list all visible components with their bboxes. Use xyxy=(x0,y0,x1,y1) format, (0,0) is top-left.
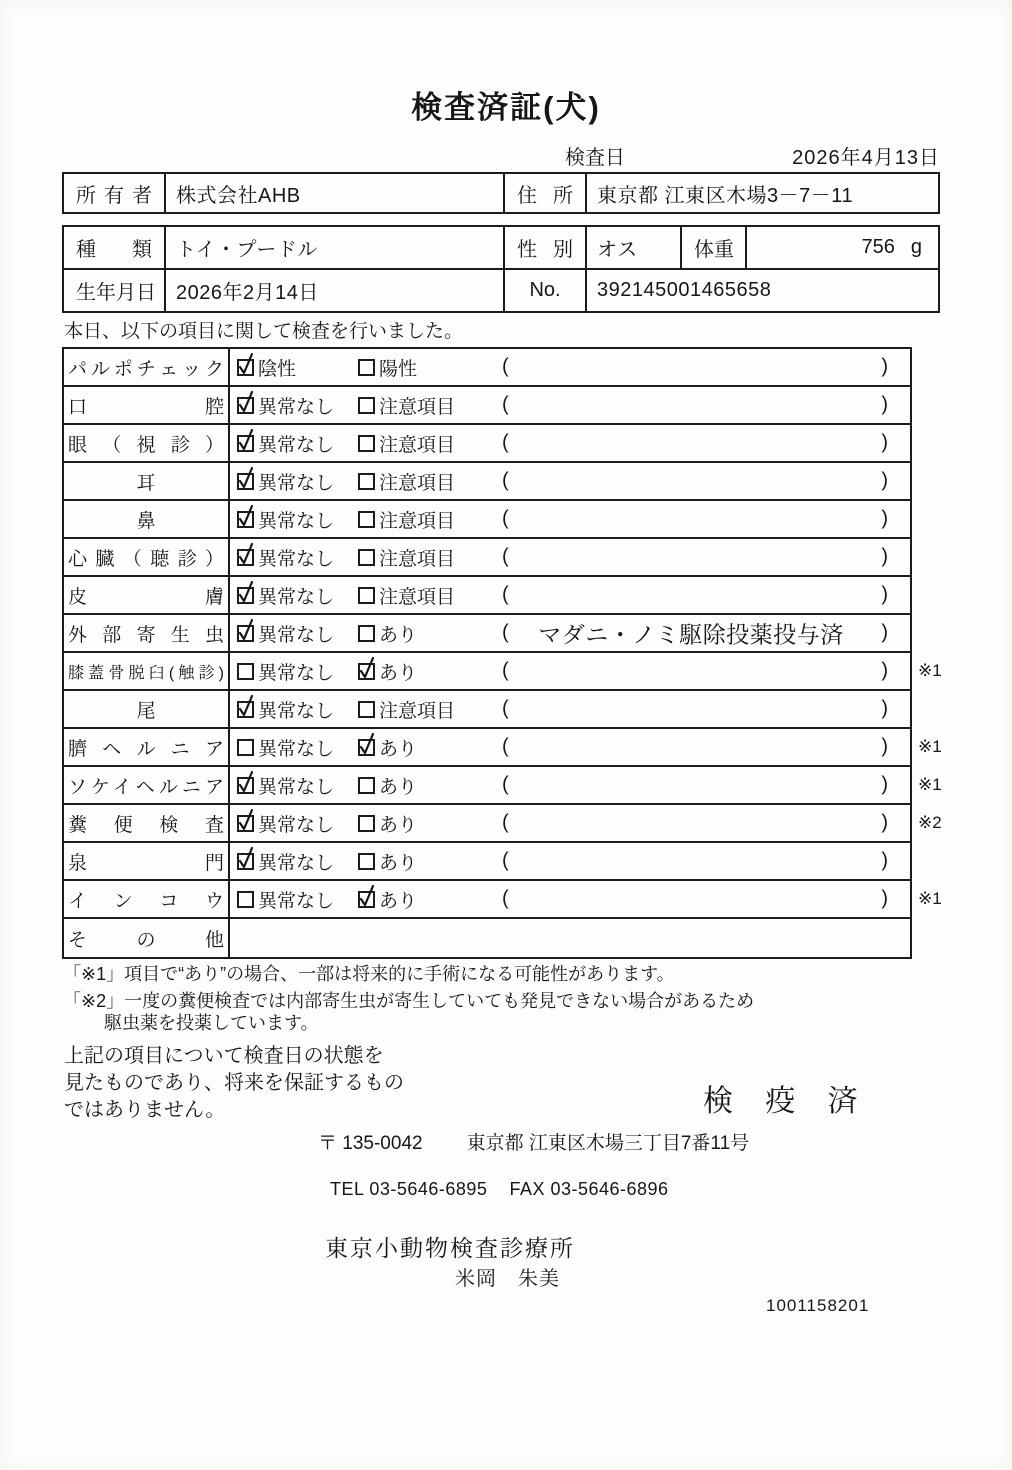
exam-option-label: 異常なし xyxy=(258,586,335,608)
exam-row xyxy=(64,539,910,577)
exam-row-options xyxy=(230,919,910,957)
birth-label: 生年月日 xyxy=(76,282,156,304)
exam-item-label: 糞便検査 xyxy=(68,814,224,836)
exam-option-label: 注意項目 xyxy=(379,548,456,570)
exam-item-label: 外部寄生虫 xyxy=(68,624,224,646)
exam-option-label: 注意項目 xyxy=(379,700,456,722)
checkbox-checked-icon[interactable] xyxy=(237,511,254,528)
exam-item-label-cell xyxy=(64,387,230,423)
checkbox-checked-icon[interactable] xyxy=(358,891,375,908)
exam-option xyxy=(358,772,417,799)
exam-option xyxy=(237,810,334,837)
exam-item-label-cell xyxy=(64,919,230,957)
exam-row-options xyxy=(230,767,910,803)
owner-label: 所有者 xyxy=(76,184,152,207)
exam-option-label: 異常なし xyxy=(258,548,335,570)
exam-option-label: 異常なし xyxy=(258,396,335,418)
checkbox-checked-icon[interactable] xyxy=(237,359,254,376)
exam-item-label-cell xyxy=(64,463,230,499)
exam-option xyxy=(237,658,334,685)
checkbox-unchecked-icon[interactable] xyxy=(358,473,375,490)
exam-option xyxy=(358,734,417,761)
footnote-ref-mark: ※2 xyxy=(918,813,942,832)
exam-row xyxy=(64,843,910,881)
paren-open: ( xyxy=(502,887,509,910)
exam-row xyxy=(64,653,942,691)
exam-option-label: 異常なし xyxy=(258,776,335,798)
exam-item-label-cell xyxy=(64,805,230,841)
exam-option xyxy=(237,392,334,419)
birth-value: 2026年2月14日 xyxy=(164,270,503,311)
exam-row xyxy=(64,881,942,919)
footnote-2: 「※2」一度の糞便検査では内部寄生虫が寄生していても発見できない場合があるため xyxy=(63,991,755,1011)
owner-value: 株式会社AHB xyxy=(164,174,503,212)
exam-option-label: 異常なし xyxy=(258,510,335,532)
exam-option xyxy=(237,506,334,533)
exam-row-options xyxy=(230,805,910,841)
exam-item-label: 尾 xyxy=(136,700,156,722)
paren-open: ( xyxy=(502,849,509,872)
checkbox-unchecked-icon[interactable] xyxy=(358,359,375,376)
exam-date-value: 2026年4月13日 xyxy=(792,147,940,169)
exam-option-label: あり xyxy=(379,852,418,874)
exam-row xyxy=(64,501,910,539)
exam-item-label-cell xyxy=(64,843,230,879)
paren-open: ( xyxy=(502,545,509,568)
exam-option-label: 陰性 xyxy=(258,358,297,380)
exam-option-label: 注意項目 xyxy=(379,586,456,608)
checkbox-checked-icon[interactable] xyxy=(237,701,254,718)
clinic-fax: FAX 03-5646-6896 xyxy=(509,1179,669,1199)
examiner-name: 米岡 朱美 xyxy=(455,1268,560,1290)
paren-open: ( xyxy=(502,431,509,454)
exam-item-label: パルポチェック xyxy=(68,358,224,380)
checkbox-unchecked-icon[interactable] xyxy=(358,853,375,870)
exam-row xyxy=(64,805,942,843)
exam-option xyxy=(358,544,455,571)
animal-info-box xyxy=(62,225,940,313)
checkbox-unchecked-icon[interactable] xyxy=(358,397,375,414)
exam-option xyxy=(358,658,417,685)
paren-close: ) xyxy=(881,849,888,872)
exam-item-label: 口腔 xyxy=(68,396,224,418)
exam-option xyxy=(237,544,334,571)
exam-option xyxy=(237,772,334,799)
exam-option-label: あり xyxy=(379,738,418,760)
exam-item-label-cell xyxy=(64,615,230,651)
quarantine-stamp: 検 疫 済 xyxy=(703,1085,870,1118)
exam-item-label: 皮膚 xyxy=(68,586,224,608)
exam-row-options xyxy=(230,539,910,575)
paren-open: ( xyxy=(502,621,509,644)
exam-option xyxy=(358,848,417,875)
exam-option xyxy=(237,696,334,723)
checkbox-checked-icon[interactable] xyxy=(237,625,254,642)
footnote-1: 「※1」項目で“あり”の場合、一部は将来的に手術になる可能性があります。 xyxy=(63,964,675,984)
checkbox-unchecked-icon[interactable] xyxy=(358,701,375,718)
paren-close: ) xyxy=(881,583,888,606)
paren-open: ( xyxy=(502,583,509,606)
exam-option-label: 異常なし xyxy=(258,624,335,646)
exam-row-options xyxy=(230,615,910,651)
clinic-tel: TEL 03-5646-6895 xyxy=(330,1179,488,1199)
exam-option-label: あり xyxy=(379,624,418,646)
address-label-cell xyxy=(503,174,585,212)
exam-row-options xyxy=(230,577,910,613)
exam-option-label: 異常なし xyxy=(258,814,335,836)
birth-label-cell xyxy=(64,270,164,311)
exam-item-label-cell xyxy=(64,729,230,765)
checkbox-unchecked-icon[interactable] xyxy=(237,739,254,756)
exam-row xyxy=(64,463,910,501)
exam-date-label: 検査日 xyxy=(565,147,625,169)
exam-item-label-cell xyxy=(64,349,230,385)
exam-row-options xyxy=(230,653,910,689)
footnote-2-continued: 駆虫薬を投薬しています。 xyxy=(104,1013,319,1033)
sex-label-cell xyxy=(503,227,585,268)
checkbox-unchecked-icon[interactable] xyxy=(358,549,375,566)
exam-item-label: 耳 xyxy=(136,472,156,494)
paren-close: ) xyxy=(881,697,888,720)
exam-row xyxy=(64,919,910,957)
paren-open: ( xyxy=(502,393,509,416)
exam-item-label-cell xyxy=(64,653,230,689)
checkbox-unchecked-icon[interactable] xyxy=(358,625,375,642)
footnote-ref-mark: ※1 xyxy=(918,737,942,756)
no-label: No. xyxy=(529,279,561,301)
checkbox-checked-icon[interactable] xyxy=(358,739,375,756)
exam-row-options xyxy=(230,881,910,917)
exam-item-label: 臍ヘルニア xyxy=(68,738,224,760)
exam-item-label: ソケイヘルニア xyxy=(68,776,224,798)
weight-unit: g xyxy=(910,236,922,258)
page-title: 検査済証(犬) xyxy=(411,90,601,125)
checkbox-checked-icon[interactable] xyxy=(237,853,254,870)
checkbox-checked-icon[interactable] xyxy=(237,435,254,452)
exam-row-options xyxy=(230,729,910,765)
paren-open: ( xyxy=(502,355,509,378)
checkbox-unchecked-icon[interactable] xyxy=(358,587,375,604)
checkbox-checked-icon[interactable] xyxy=(237,473,254,490)
paren-close: ) xyxy=(881,735,888,758)
checkbox-unchecked-icon[interactable] xyxy=(358,511,375,528)
exam-item-label-cell xyxy=(64,425,230,461)
exam-option xyxy=(358,468,455,495)
exam-option-label: 異常なし xyxy=(258,890,335,912)
exam-option xyxy=(237,468,334,495)
exam-row xyxy=(64,729,942,767)
exam-option-label: あり xyxy=(379,814,418,836)
postal-code: 〒 135-0042 xyxy=(318,1133,423,1154)
checkbox-unchecked-icon[interactable] xyxy=(358,815,375,832)
exam-item-label: 心臓（聴診） xyxy=(68,548,224,570)
exam-row-note: マダニ・ノミ駆除投薬投与済 xyxy=(538,621,844,648)
exam-row-options xyxy=(230,349,910,385)
clinic-name: 東京小動物検査診療所 xyxy=(325,1235,575,1261)
exam-option-label: 注意項目 xyxy=(379,396,456,418)
footnote-ref-mark: ※1 xyxy=(918,775,942,794)
exam-option-label: 異常なし xyxy=(258,738,335,760)
exam-item-label-cell xyxy=(64,577,230,613)
exam-option xyxy=(358,696,455,723)
exam-item-label: 眼（視診） xyxy=(68,434,224,456)
exam-item-label-cell xyxy=(64,767,230,803)
exam-item-label: 鼻 xyxy=(136,510,156,532)
weight-label: 体重 xyxy=(694,239,734,261)
exam-item-label: その他 xyxy=(68,929,224,951)
paren-close: ) xyxy=(881,811,888,834)
checkbox-checked-icon[interactable] xyxy=(237,397,254,414)
breed-label: 種類 xyxy=(76,239,152,261)
exam-option xyxy=(237,620,334,647)
exam-item-label-cell xyxy=(64,691,230,727)
exam-option-label: 異常なし xyxy=(258,700,335,722)
exam-option xyxy=(237,354,296,381)
exam-item-label: インコウ xyxy=(68,890,224,912)
exam-row-options xyxy=(230,501,910,537)
exam-option-label: 注意項目 xyxy=(379,472,456,494)
sex-label: 性別 xyxy=(517,239,573,261)
paren-close: ) xyxy=(881,545,888,568)
exam-option-label: 異常なし xyxy=(258,662,335,684)
exam-option-label: 注意項目 xyxy=(379,434,456,456)
checkbox-unchecked-icon[interactable] xyxy=(358,777,375,794)
exam-option-label: 異常なし xyxy=(258,434,335,456)
disclaimer-text xyxy=(64,1043,404,1124)
exam-option xyxy=(358,392,455,419)
disclaimer-line-2: 見たものであり、将来を保証するもの xyxy=(64,1072,404,1094)
exam-table xyxy=(62,347,942,959)
weight-value: 756 xyxy=(861,236,895,258)
checkbox-unchecked-icon[interactable] xyxy=(358,435,375,452)
exam-item-label: 膝蓋骨脱臼(触診) xyxy=(68,664,224,682)
exam-option xyxy=(358,506,455,533)
exam-option xyxy=(358,354,417,381)
exam-option-label: 異常なし xyxy=(258,472,335,494)
exam-row xyxy=(64,425,910,463)
disclaimer-line-1: 上記の項目について検査日の状態を xyxy=(64,1045,384,1067)
checkbox-checked-icon[interactable] xyxy=(237,777,254,794)
checkbox-checked-icon[interactable] xyxy=(358,663,375,680)
exam-option xyxy=(358,810,417,837)
footnote-ref-mark: ※1 xyxy=(918,889,942,908)
no-label-cell xyxy=(503,270,585,311)
breed-value: トイ・プードル xyxy=(164,227,503,268)
clinic-postal-row xyxy=(318,1128,749,1155)
exam-option-label: 異常なし xyxy=(258,852,335,874)
exam-item-label: 泉門 xyxy=(68,852,224,874)
intro-text: 本日、以下の項目に関して検査を行いました。 xyxy=(64,321,464,342)
exam-option xyxy=(358,620,417,647)
serial-number: 1001158201 xyxy=(766,1296,870,1315)
exam-option-label: あり xyxy=(379,776,418,798)
no-value: 392145001465658 xyxy=(585,270,938,311)
paren-open: ( xyxy=(502,469,509,492)
exam-row-options xyxy=(230,463,910,499)
exam-option xyxy=(237,848,334,875)
disclaimer-line-3: ではありません。 xyxy=(64,1099,226,1121)
address-value: 東京都 江東区木場3－7－11 xyxy=(585,174,938,212)
exam-row-options xyxy=(230,425,910,461)
exam-row-options xyxy=(230,387,910,423)
exam-option-label: 陽性 xyxy=(379,358,418,380)
exam-option xyxy=(358,582,455,609)
footnote-ref-mark: ※1 xyxy=(918,661,942,680)
owner-label-cell xyxy=(64,174,164,212)
exam-option-label: あり xyxy=(379,890,418,912)
checkbox-unchecked-icon[interactable] xyxy=(237,891,254,908)
paren-open: ( xyxy=(502,659,509,682)
sex-value: オス xyxy=(585,227,680,268)
exam-item-label-cell xyxy=(64,501,230,537)
exam-option-label: あり xyxy=(379,662,418,684)
paren-open: ( xyxy=(502,811,509,834)
clinic-address: 東京都 江東区木場三丁目7番11号 xyxy=(466,1133,750,1154)
exam-option xyxy=(237,886,334,913)
checkbox-unchecked-icon[interactable] xyxy=(237,663,254,680)
address-label: 住所 xyxy=(517,184,573,207)
exam-row xyxy=(64,691,910,729)
weight-value-cell xyxy=(745,227,938,268)
paren-open: ( xyxy=(502,697,509,720)
exam-row-options xyxy=(230,843,910,879)
owner-address-box xyxy=(62,172,940,214)
exam-item-label-cell xyxy=(64,539,230,575)
paren-open: ( xyxy=(502,507,509,530)
exam-row xyxy=(64,767,942,805)
exam-option xyxy=(237,430,334,457)
exam-row xyxy=(64,349,910,387)
exam-option xyxy=(237,734,334,761)
exam-row xyxy=(64,387,910,425)
checkbox-checked-icon[interactable] xyxy=(237,587,254,604)
exam-option xyxy=(237,582,334,609)
exam-option xyxy=(358,886,417,913)
paren-close: ) xyxy=(881,393,888,416)
exam-option-label: 注意項目 xyxy=(379,510,456,532)
clinic-tel-row xyxy=(330,1179,669,1200)
exam-row-options xyxy=(230,691,910,727)
paren-open: ( xyxy=(502,735,509,758)
paren-close: ) xyxy=(881,469,888,492)
paren-close: ) xyxy=(881,887,888,910)
paren-close: ) xyxy=(881,507,888,530)
exam-row xyxy=(64,577,910,615)
paren-close: ) xyxy=(881,355,888,378)
exam-item-label-cell xyxy=(64,881,230,917)
paren-close: ) xyxy=(881,621,888,644)
exam-row xyxy=(64,615,910,653)
paren-close: ) xyxy=(881,659,888,682)
paren-close: ) xyxy=(881,431,888,454)
checkbox-checked-icon[interactable] xyxy=(237,549,254,566)
weight-label-cell xyxy=(680,227,745,268)
paren-close: ) xyxy=(881,773,888,796)
breed-label-cell xyxy=(64,227,164,268)
checkbox-checked-icon[interactable] xyxy=(237,815,254,832)
paren-open: ( xyxy=(502,773,509,796)
exam-option xyxy=(358,430,455,457)
